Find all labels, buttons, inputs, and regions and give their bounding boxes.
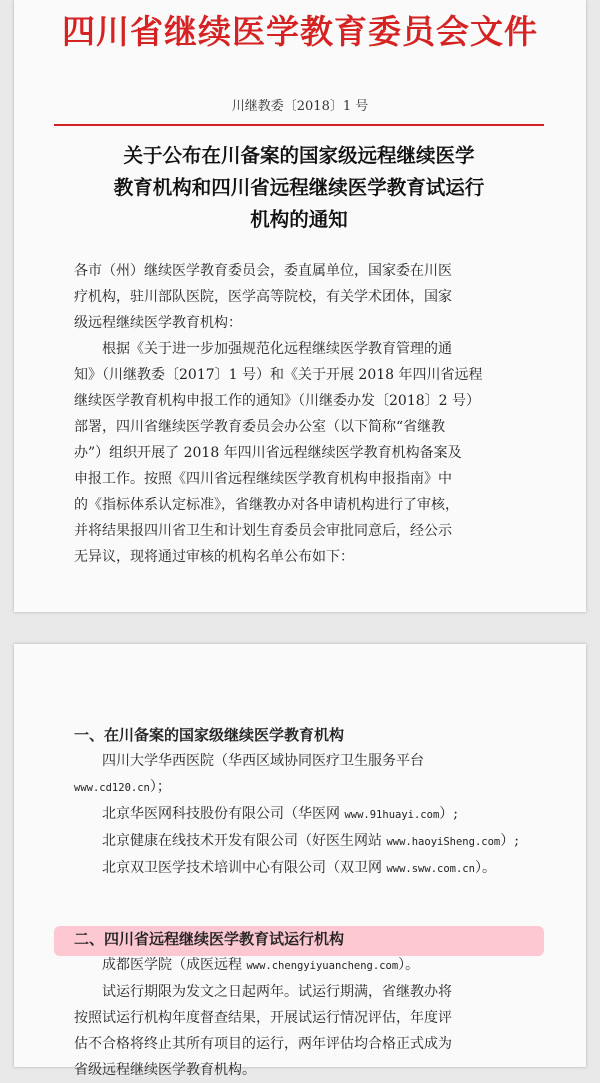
body-line: 根据《关于进一步加强规范化远程继续医学教育管理的通 — [102, 341, 452, 357]
institution-item — [74, 855, 524, 882]
section-provincial — [74, 926, 524, 1083]
section-heading: 二、四川省远程继续医学教育试运行机构 — [74, 930, 345, 948]
body-line: 的《指标体系认定标准》，省继教办对各申请机构进行了审核， — [74, 497, 459, 513]
document-number: 川继教委〔2018〕1 号 — [231, 99, 369, 114]
org-header-title: 四川省继续医学教育委员会文件 — [62, 12, 538, 51]
item-tail: ）。 — [474, 860, 496, 876]
title-line: 教育机构和四川省远程继续医学教育试运行 — [113, 176, 485, 199]
institution-item — [74, 748, 524, 801]
institution-item — [74, 952, 524, 979]
institution-url: www.haoyiSheng.com — [386, 836, 501, 848]
document-body — [74, 258, 524, 570]
note-line: 估不合格将终止其所有项目的运行，两年评估均合格正式成为 — [74, 1036, 452, 1052]
institution-name: 北京华医网科技股份有限公司（华医网 — [102, 806, 340, 822]
addressee-line: 级远程继续医学教育机构： — [74, 315, 242, 331]
institution-name: 四川大学华西医院（华西区域协同医疗卫生服务平台 — [102, 753, 424, 769]
institution-name: 北京双卫医学技术培训中心有限公司（双卫网 — [102, 860, 382, 876]
item-tail: ）; — [500, 833, 519, 849]
institution-item — [74, 828, 524, 855]
body-line: 并将结果报四川省卫生和计划生育委员会审批同意后，经公示 — [74, 523, 452, 539]
body-line: 继续医学教育机构申报工作的通知》（川继委办发〔2018〕2 号） — [74, 393, 480, 409]
body-line: 办”）组织开展了 2018 年四川省远程继续医学教育机构备案及 — [74, 445, 462, 461]
addressee-line: 疗机构，驻川部队医院，医学高等院校，有关学术团体，国家 — [74, 289, 452, 305]
institution-url: www.chengyiyuancheng.com — [246, 960, 399, 972]
institution-url: www.cd120.cn — [74, 782, 150, 794]
body-line: 无异议，现将通过审核的机构名单公布如下： — [74, 549, 354, 565]
red-divider — [54, 124, 544, 126]
title-line: 关于公布在川备案的国家级远程继续医学 — [123, 144, 475, 167]
document-title — [74, 140, 524, 236]
note-line: 按照试运行机构年度督查结果，开展试运行情况评估，年度评 — [74, 1010, 452, 1026]
document-page-2 — [14, 644, 586, 1078]
institution-url: www.sww.com.cn — [386, 863, 475, 875]
item-tail: ）； — [149, 779, 171, 795]
item-tail: ）。 — [398, 957, 420, 973]
note-line: 省级远程继续医学教育机构。 — [74, 1062, 256, 1078]
note-line: 试运行期限为发文之日起两年。试运行期满，省继教办将 — [102, 984, 452, 1000]
document-page-1 — [14, 0, 586, 612]
addressee-line: 各市（州）继续医学教育委员会，委直属单位，国家委在川医 — [74, 263, 452, 279]
body-line: 知》（川继教委〔2017〕1 号）和《关于开展 2018 年四川省远程 — [74, 367, 483, 383]
section-heading: 一、在川备案的国家级继续医学教育机构 — [74, 726, 345, 744]
institution-name: 北京健康在线技术开发有限公司（好医生网站 — [102, 833, 382, 849]
title-line: 机构的通知 — [250, 208, 348, 231]
institution-url: www.91huayi.com — [344, 809, 440, 821]
body-line: 部署，四川省继续医学教育委员会办公室（以下简称“省继教 — [74, 419, 446, 435]
item-tail: ）; — [439, 806, 458, 822]
institution-name: 成都医学院（成医远程 — [102, 957, 242, 973]
institution-item — [74, 801, 524, 828]
section-national — [74, 722, 524, 882]
body-line: 申报工作。按照《四川省远程继续医学教育机构申报指南》中 — [74, 471, 452, 487]
